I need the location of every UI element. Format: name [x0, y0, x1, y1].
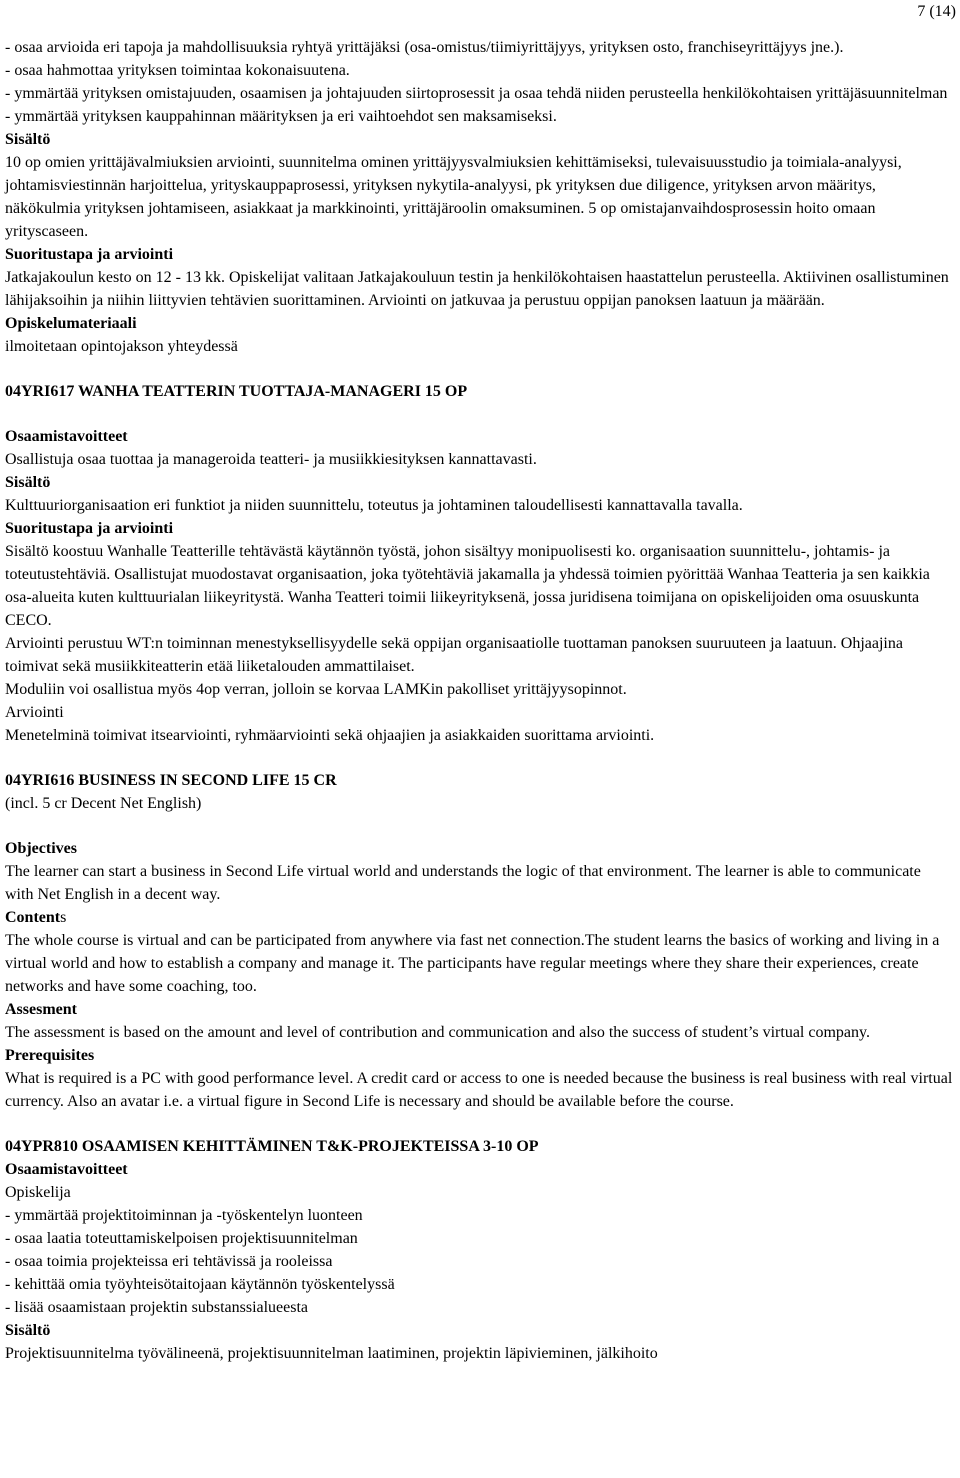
intro-line: - osaa hahmottaa yrityksen toimintaa kokonaisuutena.: [5, 62, 350, 79]
section-subheading: Arviointi: [5, 704, 64, 721]
section-heading: Objectives: [5, 840, 77, 857]
section-text: Osallistuja osaa tuottaa ja manageroida teatteri- ja musiikkiesityksen kannattavasti.: [5, 451, 537, 468]
list-item: - osaa toimia projekteissa eri tehtävissä ja rooleissa: [5, 1253, 333, 1270]
course-title: 04YRI616 BUSINESS IN SECOND LIFE 15 CR: [5, 772, 337, 789]
section-heading: Sisältö: [5, 1322, 51, 1339]
intro-line: - osaa arvioida eri tapoja ja mahdollisuuksia ryhtyä yrittäjäksi (osa-omistus/tiimiyrittäjyys, yrityksen osto, franchiseyrittäjyys jne.).: [5, 39, 844, 56]
course-subtitle: (incl. 5 cr Decent Net English): [5, 795, 202, 812]
list-item: - lisää osaamistaan projektin substanssialueesta: [5, 1299, 309, 1316]
section-text: The learner can start a business in Second Life virtual world and understands the logic of that environment. The learner is able to communicate with Net English in a decent way.: [5, 863, 921, 903]
section-text: The assessment is based on the amount and level of contribution and communication and also the success of student’s virtual company.: [5, 1024, 870, 1041]
section-heading: Assesment: [5, 1001, 77, 1018]
section-heading: Suoritustapa ja arviointi: [5, 520, 174, 537]
section-text: Projektisuunnitelma työvälineenä, projektisuunnitelman laatiminen, projektin läpivieminen, jälkihoito: [5, 1345, 658, 1362]
section-heading: Osaamistavoitteet: [5, 428, 128, 445]
list-item: - osaa laatia toteuttamiskelpoisen projektisuunnitelman: [5, 1230, 358, 1247]
section-text: What is required is a PC with good performance level. A credit card or access to one is needed because the business is real business with real virtual currency. Also an avatar i.e. a virtual figure in Second Life is necessary and should be available before the course.: [5, 1070, 953, 1110]
section-heading: [5, 906, 953, 929]
section-text: Kulttuuriorganisaation eri funktiot ja niiden suunnittelu, toteutus ja johtaminen taloudellisesti kannattavalla tavalla.: [5, 497, 743, 514]
section-text: ilmoitetaan opintojakson yhteydessä: [5, 338, 238, 355]
page-number: 7 (14): [917, 3, 956, 20]
intro-line: - ymmärtää yrityksen omistajuuden, osaamisen ja johtajuuden siirtoprosessit ja osaa tehdä niiden perusteella henkilökohtaisen yrittäjäsuunnitelman: [5, 85, 948, 102]
section-text: Opiskelija: [5, 1184, 71, 1201]
course-title: 04YRI617 WANHA TEATTERIN TUOTTAJA-MANAGERI 15 OP: [5, 383, 468, 400]
list-item: - ymmärtää projektitoiminnan ja -työskentelyn luonteen: [5, 1207, 363, 1224]
section-heading: Sisältö: [5, 131, 51, 148]
section-heading: Suoritustapa ja arviointi: [5, 246, 174, 263]
section-text: 10 op omien yrittäjävalmiuksien arviointi, suunnitelma ominen yrittäjyysvalmiuksien kehittämiseksi, tulevaisuusstudio ja toimiala-analyysi, johtamisviestinnän harjoittelua, yrityskauppaprosessi, yrityksen nykytila-analyysi, pk yrityksen due diligence, yrityksen arvon määritys, näkökulmia yrityksen johtamiseen, asiakkaat ja markkinointi, yrittäjäroolin omaksuminen. 5 op omistajanvaihdosprosessin hoito omaan yrityscaseen.: [5, 154, 902, 240]
section-heading: Osaamistavoitteet: [5, 1161, 128, 1178]
document-body: [5, 36, 953, 1365]
section-text: The whole course is virtual and can be participated from anywhere via fast net connection.The student learns the basics of working and living in a virtual world and how to establish a company and manage it. The participants have regular meetings where they share their experiences, create networks and have some coaching, too.: [5, 932, 940, 995]
course-title: 04YPR810 OSAAMISEN KEHITTÄMINEN T&K-PROJEKTEISSA 3-10 OP: [5, 1138, 539, 1155]
section-text: Moduliin voi osallistua myös 4op verran, jolloin se korvaa LAMKin pakolliset yrittäjyysopinnot.: [5, 681, 627, 698]
list-item: - kehittää omia työyhteisötaitojaan käytännön työskentelyssä: [5, 1276, 395, 1293]
heading-bold-part: Content: [5, 909, 61, 926]
heading-rest-part: s: [60, 909, 67, 926]
section-text: Arviointi perustuu WT:n toiminnan menestyksellisyydelle sekä oppijan organisaatiolle tuottaman panoksen suuruuteen ja laatuun. Ohjaajina toimivat sekä musiikkiteatterin etää liiketalouden ammattilaiset.: [5, 635, 903, 675]
intro-line: - ymmärtää yrityksen kauppahinnan määrityksen ja eri vaihtoehdot sen maksamiseksi.: [5, 108, 557, 125]
section-heading: Opiskelumateriaali: [5, 315, 137, 332]
section-heading: Sisältö: [5, 474, 51, 491]
section-heading: Prerequisites: [5, 1047, 95, 1064]
section-text: Jatkajakoulun kesto on 12 - 13 kk. Opiskelijat valitaan Jatkajakouluun testin ja henkilökohtaisen haastattelun perusteella. Aktiivinen osallistuminen lähijaksoihin ja niihin liittyvien tehtävien suorittaminen. Arviointi on jatkuvaa ja perustuu oppijan panoksen laatuun ja määrään.: [5, 269, 949, 309]
section-text: Menetelminä toimivat itsearviointi, ryhmäarviointi sekä ohjaajien ja asiakkaiden suorittama arviointi.: [5, 727, 655, 744]
section-text: Sisältö koostuu Wanhalle Teatterille tehtävästä käytännön työstä, johon sisältyy monipuolisesti ko. organisaation suunnittelu-, johtamis- ja toteutustehtäviä. Osallistujat muodostavat organisaation, joka työtehtäviä jakamalla ja yhdessä toimien pyörittää Wanhaa Teatteria ja sen kaikkia osa-alueita kuten kulttuurialan liikeyritystä. Wanha Teatteri toimii liikeyrityksenä, jossa juridisena toimijana on opiskelijoiden oma osuuskunta CECO.: [5, 543, 930, 629]
